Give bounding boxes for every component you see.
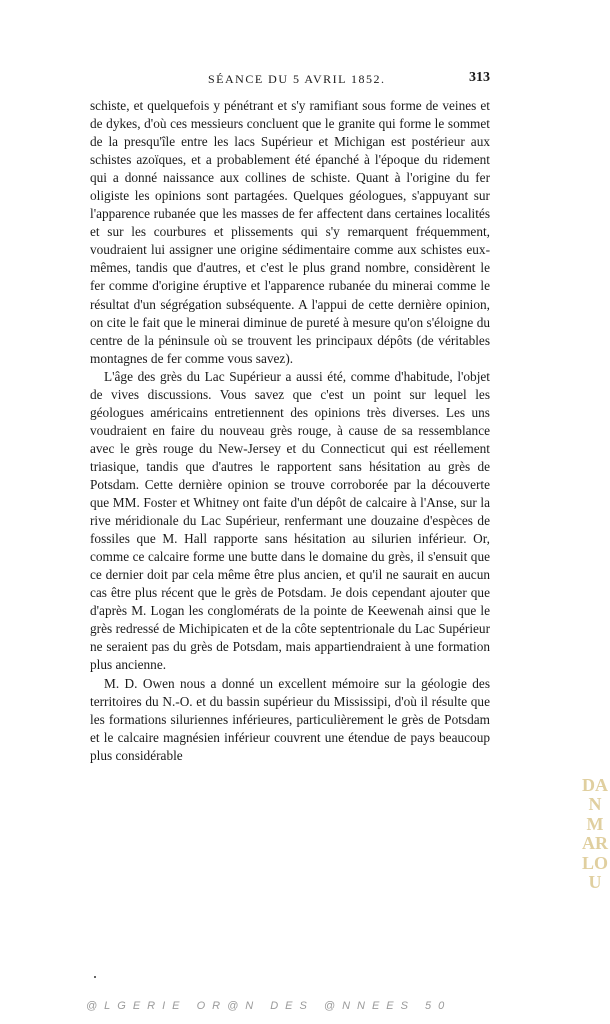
stray-mark xyxy=(94,976,96,978)
paragraph-gres-lac-superieur: L'âge des grès du Lac Supérieur a aussi été, comme d'habitude, l'objet de vives discussions. Vous savez que c'est un point sur lequel les géologues américains entretiennent des opinions très diverses. Les uns voudraient en faire du nouveau grès rouge, à cause de sa ressemblance avec le grès rouge du New-Jersey et du Connecticut qui est réellement triasique, tandis que d'autres le rapportent sans hésitation au grès de Potsdam. Cette dernière opinion se trouve corroborée par la découverte que MM. Foster et Whitney ont faite d'un dépôt de calcaire à l'Anse, sur la rive méridionale du Lac Supérieur, renfermant une douzaine d'espèces de fossiles que M. Hall rapporte sans hésitation au silurien inférieur. Or, comme ce calcaire forme une butte dans le domaine du grès, il s'ensuit que ce dernier doit par cela même être plus ancien, et qu'il ne saurait en aucun cas être plus récent que le grès de Potsdam. Je dois cependant ajouter que d'après M. Logan les conglomérats de la pointe de Keewenah ainsi que le grès redressé de Michipicaten et de la côte septentrionale du Lac Supérieur ne seraient pas du grès de Potsdam, mais appartiendraient à une formation plus ancienne. xyxy=(90,368,490,673)
running-head: SÉANCE DU 5 AVRIL 1852. xyxy=(208,72,386,86)
footer-watermark: @LGERIE OR@N DES @NNEES 50 xyxy=(86,1000,452,1012)
paragraph-continued: schiste, et quelquefois y pénétrant et s'y ramifiant sous forme de veines et de dykes, d'où ces messieurs concluent que le granite qui forme le sommet de la presqu'île entre les lacs Supérieur et Michigan est postérieur aux schistes azoïques, et a probablement été épanché à l'époque du ridement qui a donné naissance aux collines de schiste. Quant à l'origine du fer oligiste les opinions sont partagées. Quelques géologues, s'appuyant sur l'apparence rubanée que les masses de fer affectent dans certaines localités et sur les courbures et plissements qui s'y remarquent fréquemment, voudraient lui assigner une origine sédimentaire comme aux schistes eux-mêmes, tandis que d'autres, et c'est le plus grand nombre, considèrent le fer comme d'origine éruptive et l'apparence rubanée du minerai comme le résultat d'un ségrégation subséquente. A l'appui de cette dernière opinion, on cite le fait que le minerai diminue de pureté à mesure qu'on s'éloigne du centre de la péninsule où se trouvent les principaux dépôts (de véritables montagnes de fer comme vous savez). xyxy=(90,98,490,366)
paragraph-owen-memoire: M. D. Owen nous a donné un excellent mémoire sur la géologie des territoires du N.-O. et du bassin supérieur du Mississipi, d'où il résulte que les formations siluriennes inférieures, particulièrement le grès de Potsdam et le calcaire magnésien inférieur couvrent une étendue de pays beaucoup plus considérable xyxy=(90,675,490,763)
page-header xyxy=(90,72,490,92)
body-text xyxy=(90,97,490,765)
side-watermark: DANMARLOU xyxy=(582,775,609,893)
page-number: 313 xyxy=(469,70,490,85)
